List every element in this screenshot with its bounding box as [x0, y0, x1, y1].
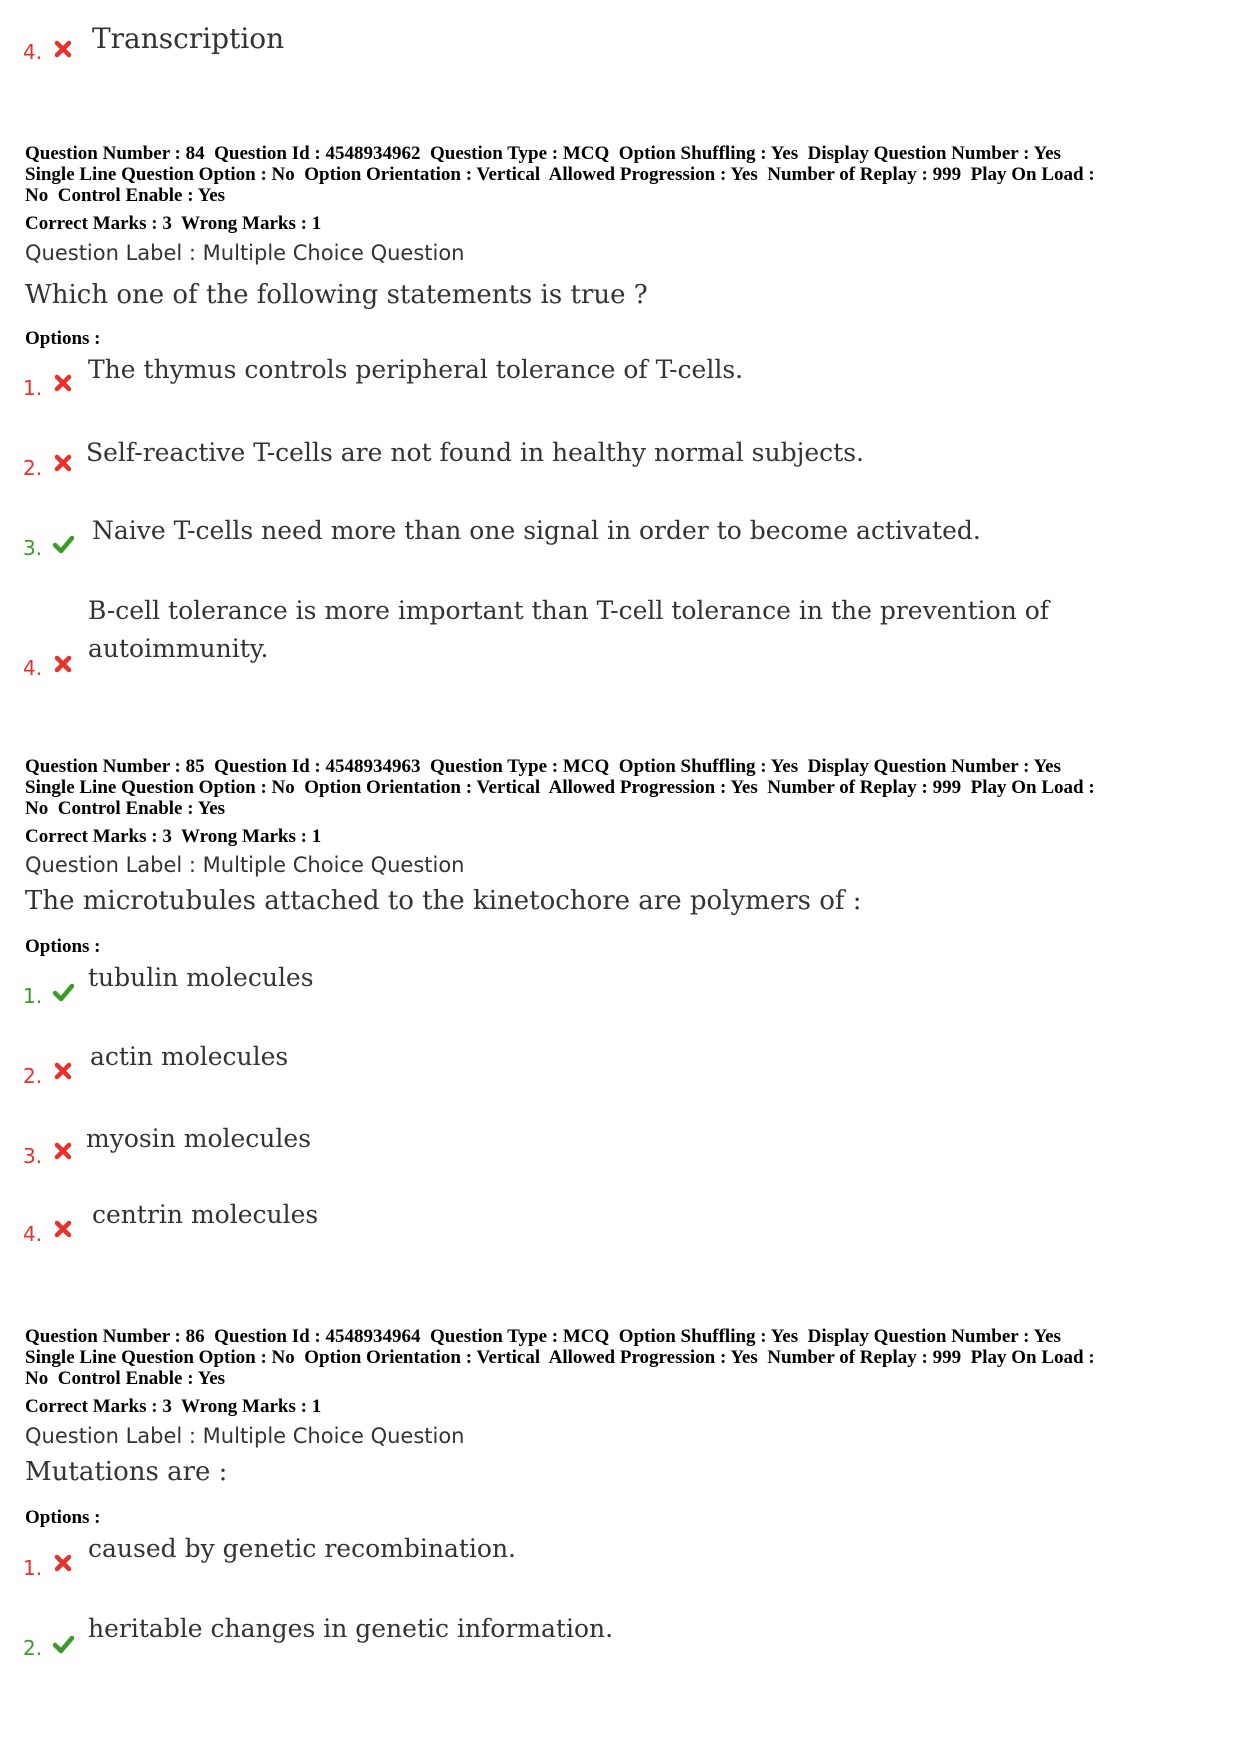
cross-icon [52, 1140, 74, 1162]
cross-icon [52, 452, 74, 474]
question-meta: Question Number : 86 Question Id : 4548934964 Question Type : MCQ Option Shuffling : Yes Display Question Number : Yes Single Line Question Option : No Option Orientation : Vertical Allowed Progression : Yes Number of Replay : 999 Play On Load : No Control Enable : Yes [25, 1326, 1095, 1389]
options-label: Options : [25, 936, 101, 957]
option-text: centrin molecules [92, 1200, 319, 1229]
option-text: myosin molecules [86, 1124, 312, 1153]
option-number: 2. [23, 456, 43, 480]
option-number: 4. [23, 656, 43, 680]
cross-icon [52, 1552, 74, 1574]
question-label: Question Label : Multiple Choice Question [25, 853, 465, 877]
question-text: The microtubules attached to the kinetochore are polymers of : [25, 886, 862, 916]
cross-icon [52, 1060, 74, 1082]
question-marks: Correct Marks : 3 Wrong Marks : 1 [25, 213, 322, 234]
option-number: 4. [23, 40, 43, 64]
cross-icon [52, 1218, 74, 1240]
options-label: Options : [25, 328, 101, 349]
check-icon [52, 1633, 74, 1655]
question-text: Which one of the following statements is true ? [25, 280, 648, 310]
option-number: 3. [23, 1144, 43, 1168]
option-text: Naive T-cells need more than one signal in order to become activated. [92, 516, 981, 545]
option-number: 1. [23, 376, 43, 400]
option-text: Self-reactive T-cells are not found in healthy normal subjects. [86, 438, 864, 467]
option-text: The thymus controls peripheral tolerance of T-cells. [88, 355, 744, 384]
option-number: 3. [23, 536, 43, 560]
check-icon [52, 981, 74, 1003]
question-marks: Correct Marks : 3 Wrong Marks : 1 [25, 1396, 322, 1417]
option-text: Transcription [92, 22, 285, 55]
options-label: Options : [25, 1507, 101, 1528]
question-meta: Question Number : 85 Question Id : 4548934963 Question Type : MCQ Option Shuffling : Yes Display Question Number : Yes Single Line Question Option : No Option Orientation : Vertical Allowed Progression : Yes Number of Replay : 999 Play On Load : No Control Enable : Yes [25, 756, 1095, 819]
option-number: 1. [23, 1556, 43, 1580]
question-label: Question Label : Multiple Choice Question [25, 241, 465, 265]
option-text: actin molecules [90, 1042, 289, 1071]
option-text: B-cell tolerance is more important than T-cell tolerance in the prevention of autoimmunity. [88, 596, 1050, 663]
option-number: 1. [23, 984, 43, 1008]
cross-icon [52, 653, 74, 675]
check-icon [52, 533, 74, 555]
question-label: Question Label : Multiple Choice Question [25, 1424, 465, 1448]
option-text: tubulin molecules [88, 963, 314, 992]
cross-icon [52, 372, 74, 394]
option-text: caused by genetic recombination. [88, 1534, 516, 1563]
option-number: 2. [23, 1064, 43, 1088]
cross-icon [52, 38, 74, 60]
option-number: 4. [23, 1222, 43, 1246]
question-text: Mutations are : [25, 1457, 228, 1487]
question-meta: Question Number : 84 Question Id : 4548934962 Question Type : MCQ Option Shuffling : Yes Display Question Number : Yes Single Line Question Option : No Option Orientation : Vertical Allowed Progression : Yes Number of Replay : 999 Play On Load : No Control Enable : Yes [25, 143, 1095, 206]
option-number: 2. [23, 1636, 43, 1660]
question-marks: Correct Marks : 3 Wrong Marks : 1 [25, 826, 322, 847]
option-text: heritable changes in genetic information. [88, 1614, 614, 1643]
